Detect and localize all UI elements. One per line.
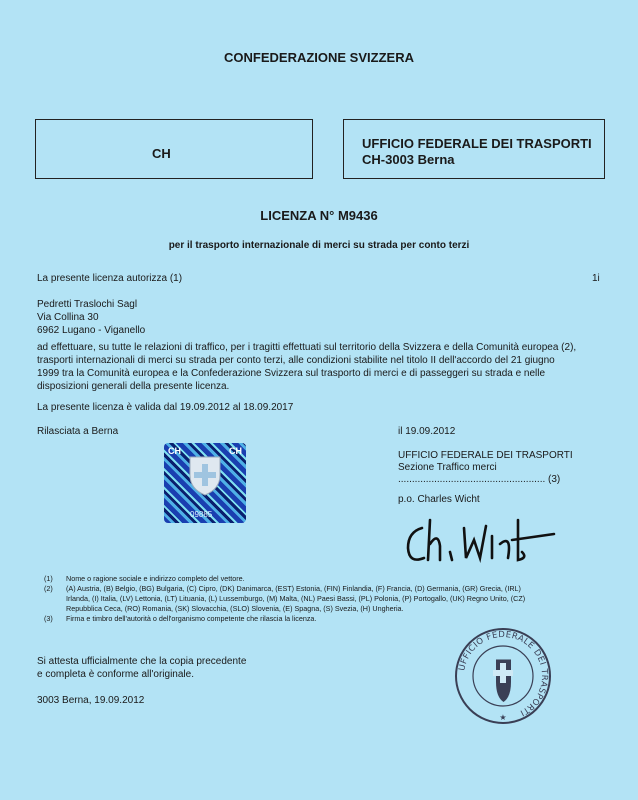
intro-text: La presente licenza autorizza (1) [37, 273, 183, 284]
hologram-label-left: CH [168, 446, 181, 456]
footnote-text: Firma e timbro dell'autorità o dell'organismo competente che rilascia la licenza. [66, 614, 317, 623]
attest-place-date: 3003 Berna, 19.09.2012 [37, 695, 145, 706]
signature-line: ..................................................... (3) [398, 474, 561, 485]
footnote-number: (3) [44, 614, 53, 623]
body-line: ad effettuare, su tutte le relazioni di traffico, per i tragitti effettuati sul territorio della Svizzera e della Comunità europea (2), [37, 342, 577, 353]
footnote-text: (A) Austria, (B) Belgio, (BG) Bulgaria, (C) Cipro, (DK) Danimarca, (EST) Estonia, (FIN) Finlandia, (F) Francia, (D) Germania, (GR) Grecia, (IRL) [66, 584, 521, 593]
country-box [35, 119, 313, 179]
attest-line: Si attesta ufficialmente che la copia precedente [37, 656, 247, 667]
issued-place: Rilasciata a Berna [37, 426, 119, 437]
holder-city: 6962 Lugano - Viganello [37, 325, 146, 336]
issue-date: il 19.09.2012 [398, 426, 456, 437]
reference-code: 1i [592, 273, 600, 284]
signatory-name: p.o. Charles Wicht [398, 494, 480, 505]
handwritten-signature [400, 514, 560, 570]
authority-address: CH-3003 Berna [362, 152, 455, 167]
attest-line: e completa è conforme all'originale. [37, 669, 194, 680]
official-stamp [453, 626, 553, 726]
body-line: trasporti internazionali di merci su strada per conto terzi, alle condizioni stabilite nel titolo II dell'accordo del 21 giugno [37, 355, 555, 366]
license-number: LICENZA N° M9436 [260, 208, 378, 223]
footnote-number: (2) [44, 584, 53, 593]
hologram-seal [164, 443, 246, 523]
hologram-serial: 09885 [190, 510, 213, 519]
stamp-text: UFFICIO FEDERALE DEI TRASPORTI [457, 629, 550, 718]
body-paragraph [37, 341, 576, 393]
document-title: CONFEDERAZIONE SVIZZERA [224, 50, 414, 65]
authority-box [343, 119, 605, 179]
hologram-label-right: CH [229, 446, 242, 456]
footnote-text: Repubblica Ceca, (RO) Romania, (SK) Slovacchia, (SLO) Slovenia, (E) Spagna, (S) Svezia, (H) Ungheria. [66, 604, 404, 613]
validity-text: La presente licenza è valida dal 19.09.2012 al 18.09.2017 [37, 402, 294, 413]
body-line: 1999 tra la Comunità europea e la Confederazione Svizzera sul trasporto di merci e di passeggeri su strada e nelle [37, 368, 546, 379]
country-code: CH [152, 146, 171, 161]
footnote-number: (1) [44, 574, 53, 583]
holder-street: Via Collina 30 [37, 312, 99, 323]
office-section: Sezione Traffico merci [398, 462, 497, 473]
swiss-shield-icon [188, 455, 222, 497]
holder-name: Pedretti Traslochi Sagl [37, 299, 138, 310]
office-name: UFFICIO FEDERALE DEI TRASPORTI [398, 450, 573, 461]
svg-text:★: ★ [499, 713, 507, 722]
authority-name: UFFICIO FEDERALE DEI TRASPORTI [362, 136, 592, 151]
footnote-text: Irlanda, (I) Italia, (LV) Lettonia, (LT) Lituania, (L) Lussemburgo, (M) Malta, (NL) Paesi Bassi, (PL) Polonia, (P) Portogallo, (UK) Regno Unito, (CZ) [66, 594, 526, 603]
license-subtitle: per il trasporto internazionale di merci su strada per conto terzi [168, 240, 470, 251]
footnote-text: Nome o ragione sociale e indirizzo completo del vettore. [66, 574, 245, 583]
body-line: disposizioni generali della presente licenza. [37, 381, 230, 392]
